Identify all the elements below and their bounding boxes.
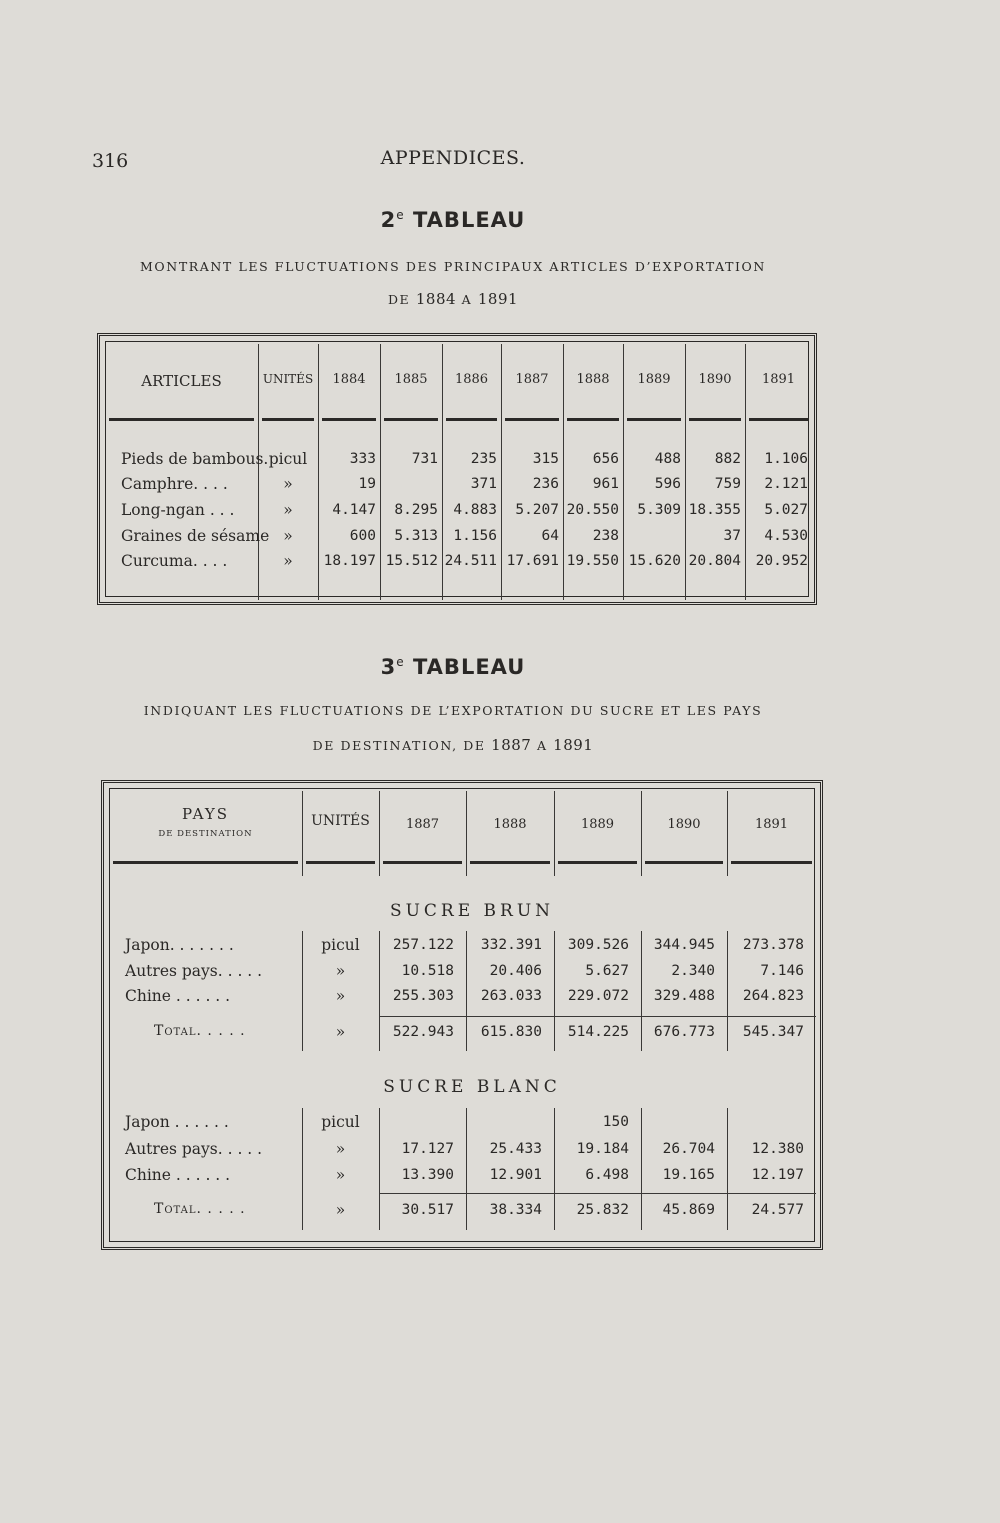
tableau2-header-underline — [567, 418, 619, 421]
tableau3-header-column-rule — [641, 791, 642, 876]
tableau2-value: 15.512 — [385, 553, 438, 569]
tableau3-value: 255.303 — [392, 988, 454, 1004]
tableau3-value: 26.704 — [662, 1141, 715, 1157]
tableau2-article-label: Curcuma. . . . — [121, 552, 228, 570]
tableau2-subtitle-line2 — [0, 290, 906, 308]
tableau3-total-value: 25.832 — [576, 1202, 629, 1218]
tableau2-value: 37 — [723, 528, 741, 544]
tableau3-unit: picul — [321, 1113, 360, 1131]
tableau3-sub2-c: A — [536, 738, 548, 753]
tableau3-section-title: SUCRE BRUN — [389, 901, 555, 921]
tableau3-title — [0, 655, 906, 679]
tableau2-value: 759 — [714, 476, 741, 492]
tableau2-header-underline — [109, 418, 254, 421]
tableau2-value: 20.550 — [566, 502, 619, 518]
tableau2-value: 5.207 — [515, 502, 559, 518]
tableau3-unit: picul — [321, 936, 360, 954]
tableau3-value: 19.184 — [576, 1141, 629, 1157]
tableau3-title-num: 3 — [380, 655, 397, 679]
tableau3-total-value: 30.517 — [401, 1202, 454, 1218]
running-head: APPENDICES. — [380, 147, 526, 169]
tableau3-value: 13.390 — [401, 1167, 454, 1183]
tableau3-total-label: Total. . . . . — [154, 1201, 246, 1217]
tableau3-value: 332.391 — [480, 937, 542, 953]
tableau3-unit: » — [335, 962, 346, 980]
tableau2-value: 17.691 — [506, 553, 559, 569]
tableau2-sub2-c: A — [461, 292, 473, 307]
tableau3-value: 12.380 — [751, 1141, 804, 1157]
tableau2-header-underline — [262, 418, 314, 421]
tableau2-value: 961 — [592, 476, 619, 492]
tableau2-header-4: 1886 — [454, 372, 489, 387]
tableau2-title-word: TABLEAU — [412, 208, 526, 232]
tableau2-unit: picul — [268, 450, 308, 468]
tableau3-total-value: 522.943 — [392, 1024, 454, 1040]
tableau2-unit: » — [283, 552, 293, 570]
tableau3-value: 6.498 — [585, 1167, 629, 1183]
tableau2-article-label: Long-ngan . . . — [121, 501, 235, 519]
tableau2-header-1: UNITÉS — [262, 372, 314, 386]
tableau2-header-7: 1889 — [637, 372, 671, 387]
tableau2-value: 731 — [411, 451, 438, 467]
tableau3-title-word: TABLEAU — [412, 655, 526, 679]
tableau3-value: 329.488 — [653, 988, 715, 1004]
tableau3-value: 344.945 — [653, 937, 715, 953]
tableau2-value: 656 — [592, 451, 619, 467]
tableau2-value: 20.952 — [755, 553, 808, 569]
tableau2-article-label: Pieds de bambous. — [121, 450, 269, 468]
tableau3-value: 17.127 — [401, 1141, 454, 1157]
tableau3-total-value: 45.869 — [662, 1202, 715, 1218]
tableau3-country-label: Autres pays. . . . . — [125, 962, 263, 980]
tableau2-header-underline — [689, 418, 741, 421]
tableau2-article-label: Camphre. . . . — [121, 475, 228, 493]
tableau3-subtitle-line1: INDIQUANT LES FLUCTUATIONS DE L’EXPORTATION DU SUCRE ET LES PAYS — [143, 703, 763, 718]
tableau2-value: 18.355 — [688, 502, 741, 518]
tableau2-value: 333 — [349, 451, 376, 467]
tableau2-title — [0, 208, 906, 232]
tableau3-value: 12.197 — [751, 1167, 804, 1183]
tableau3-value: 309.526 — [567, 937, 629, 953]
tableau3-value: 12.901 — [489, 1167, 542, 1183]
tableau3-unit: » — [335, 1166, 346, 1184]
tableau2-value: 5.313 — [394, 528, 438, 544]
tableau3-subtitle-line2 — [0, 736, 906, 754]
tableau3-total-value: 38.334 — [489, 1202, 542, 1218]
tableau3-unit: » — [335, 987, 346, 1005]
tableau2-header-9: 1891 — [761, 372, 796, 387]
tableau3-header-column-rule — [379, 791, 380, 876]
tableau2-table — [97, 333, 817, 605]
tableau2-unit: » — [283, 475, 293, 493]
tableau2-sub2-d: 1891 — [477, 290, 519, 308]
tableau3-value: 150 — [602, 1114, 629, 1130]
tableau2-title-sup: e — [396, 208, 405, 222]
tableau3-value: 7.146 — [760, 963, 804, 979]
tableau2-header-5: 1887 — [515, 372, 549, 387]
tableau2-value: 596 — [654, 476, 681, 492]
tableau3-value: 20.406 — [489, 963, 542, 979]
tableau3-title-sup: e — [396, 655, 405, 669]
tableau3-total-value: 514.225 — [567, 1024, 629, 1040]
tableau3-header-column-rule — [727, 791, 728, 876]
tableau2-header-3: 1885 — [394, 372, 428, 387]
tableau2-value: 2.121 — [764, 476, 808, 492]
tableau2-title-num: 2 — [380, 208, 397, 232]
tableau2-value: 19 — [358, 476, 376, 492]
tableau2-header-underline — [749, 418, 808, 421]
tableau2-value: 4.530 — [764, 528, 808, 544]
tableau2-sub2-a: DE — [387, 292, 411, 307]
tableau2-header-underline — [627, 418, 681, 421]
tableau2-value: 8.295 — [394, 502, 438, 518]
tableau2-value: 5.309 — [637, 502, 681, 518]
tableau3-header-column-rule — [554, 791, 555, 876]
tableau3-country-label: Autres pays. . . . . — [125, 1140, 263, 1158]
tableau2-value: 20.804 — [688, 553, 741, 569]
tableau2-article-label: Graines de sésame — [121, 527, 270, 545]
tableau2-subtitle-line1: MONTRANT LES FLUCTUATIONS DES PRINCIPAUX ARTICLES D’EXPORTATION — [140, 259, 766, 274]
tableau3-total-value: 24.577 — [751, 1202, 804, 1218]
tableau3-header-column-rule — [302, 791, 303, 876]
tableau2-value: 882 — [714, 451, 741, 467]
tableau3-unit: » — [335, 1201, 346, 1219]
tableau2-value: 4.147 — [332, 502, 376, 518]
tableau2-value: 4.883 — [453, 502, 497, 518]
page-number: 316 — [92, 150, 129, 172]
tableau3-header-year: 1888 — [493, 817, 527, 832]
tableau2-header-underline — [322, 418, 376, 421]
tableau2-header-0: ARTICLES — [141, 372, 222, 390]
tableau2-value: 5.027 — [764, 502, 808, 518]
tableau3-value: 5.627 — [585, 963, 629, 979]
tableau3-value: 257.122 — [392, 937, 454, 953]
tableau3-header-pays: PAYS — [181, 805, 230, 823]
tableau3-header-unites: UNITÉS — [311, 813, 370, 829]
tableau3-header-underline — [731, 861, 812, 864]
tableau3-unit: » — [335, 1023, 346, 1041]
tableau3-section-title: SUCRE BLANC — [383, 1077, 561, 1097]
tableau2-value: 19.550 — [566, 553, 619, 569]
tableau2-value: 315 — [532, 451, 559, 467]
tableau3-sub2-d: 1891 — [553, 736, 594, 754]
tableau3-sub2-b: 1887 — [491, 736, 532, 754]
tableau3-unit: » — [335, 1140, 346, 1158]
tableau2-header-underline — [446, 418, 497, 421]
tableau3-sub2-a: DE DESTINATION, DE — [312, 738, 486, 753]
tableau3-country-label: Chine . . . . . . — [125, 987, 231, 1005]
tableau3-country-label: Chine . . . . . . — [125, 1166, 231, 1184]
tableau3-value: 263.033 — [480, 988, 542, 1004]
tableau2-header-2: 1884 — [332, 372, 366, 387]
tableau2-value: 1.106 — [764, 451, 808, 467]
tableau2-value: 235 — [470, 451, 497, 467]
tableau3-value: 25.433 — [489, 1141, 542, 1157]
tableau2-unit: » — [283, 501, 293, 519]
tableau3-header-underline — [470, 861, 550, 864]
tableau3-total-value: 676.773 — [653, 1024, 715, 1040]
tableau3-total-rule — [379, 1193, 816, 1194]
tableau2-value: 15.620 — [628, 553, 681, 569]
tableau2-header-underline — [505, 418, 559, 421]
tableau3-value: 264.823 — [742, 988, 804, 1004]
tableau3-header-year: 1890 — [667, 817, 701, 832]
tableau2-value: 600 — [349, 528, 376, 544]
tableau3-value: 273.378 — [742, 937, 804, 953]
tableau3-header-year: 1887 — [405, 817, 440, 832]
tableau3-value: 10.518 — [401, 963, 454, 979]
tableau3-header-underline — [645, 861, 723, 864]
tableau3-value: 19.165 — [662, 1167, 715, 1183]
tableau3-header-underline — [113, 861, 298, 864]
tableau3-value: 2.340 — [671, 963, 715, 979]
tableau2-header-underline — [384, 418, 438, 421]
tableau3-total-value: 545.347 — [742, 1024, 804, 1040]
tableau3-header-underline — [383, 861, 462, 864]
tableau3-header-column-rule — [466, 791, 467, 876]
tableau2-header-8: 1890 — [698, 372, 732, 387]
tableau3-country-label: Japon. . . . . . . — [125, 936, 234, 954]
tableau3-header-year: 1891 — [754, 817, 789, 832]
tableau2-value: 64 — [541, 528, 559, 544]
tableau2-value: 236 — [532, 476, 559, 492]
tableau3-header-underline — [558, 861, 637, 864]
tableau3-total-label: Total. . . . . — [154, 1023, 246, 1039]
tableau3-country-label: Japon . . . . . . — [125, 1113, 229, 1131]
tableau3-table — [101, 780, 823, 1250]
tableau3-total-value: 615.830 — [480, 1024, 542, 1040]
tableau2-value: 24.511 — [444, 553, 497, 569]
tableau3-header-year: 1889 — [580, 817, 615, 832]
tableau2-unit: » — [283, 527, 293, 545]
tableau2-header-6: 1888 — [576, 372, 610, 387]
tableau2-sub2-b: 1884 — [415, 290, 457, 308]
tableau2-value: 1.156 — [453, 528, 497, 544]
tableau2-value: 488 — [654, 451, 681, 467]
tableau3-total-rule — [379, 1016, 816, 1017]
tableau3-header-destination: DE DESTINATION — [158, 829, 253, 839]
tableau3-header-underline — [306, 861, 375, 864]
tableau2-value: 371 — [470, 476, 497, 492]
tableau3-value: 229.072 — [567, 988, 629, 1004]
tableau2-value: 18.197 — [323, 553, 376, 569]
tableau2-value: 238 — [592, 528, 619, 544]
